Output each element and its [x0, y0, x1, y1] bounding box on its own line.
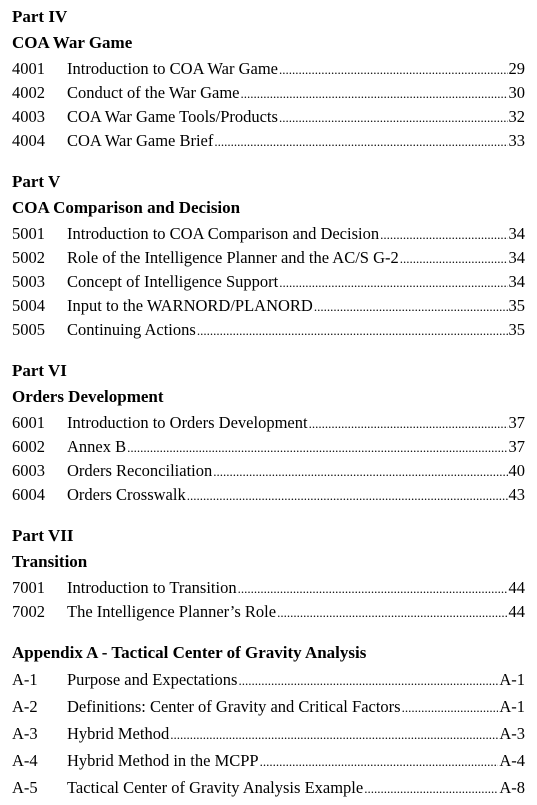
entry-page: 35 — [508, 296, 525, 315]
entry-page: 44 — [508, 602, 525, 621]
entry-number: 4004 — [12, 131, 45, 150]
toc-entry[interactable] — [12, 437, 525, 457]
entry-number: 6001 — [12, 413, 45, 432]
entry-title: Orders Crosswalk — [67, 485, 186, 504]
entry-number: A-4 — [12, 751, 38, 770]
toc-entry[interactable] — [12, 751, 525, 771]
entry-number: 5003 — [12, 272, 45, 291]
dot-leader — [277, 602, 507, 623]
entry-page: 37 — [508, 413, 525, 432]
entry-page: 33 — [508, 131, 525, 150]
toc-entry[interactable] — [12, 724, 525, 744]
part-title: COA War Game — [12, 33, 133, 52]
entry-title: Conduct of the War Game — [67, 83, 240, 102]
dot-leader — [279, 107, 508, 128]
dot-leader — [213, 461, 507, 482]
entry-title: Concept of Intelligence Support — [67, 272, 279, 291]
entry-title: COA War Game Tools/Products — [67, 107, 278, 126]
entry-title: Hybrid Method in the MCPP — [67, 751, 259, 770]
dot-leader — [364, 778, 498, 799]
entry-number: 4002 — [12, 83, 45, 102]
toc-entry[interactable] — [12, 272, 525, 292]
dot-leader — [314, 296, 508, 317]
entry-page: A-1 — [499, 670, 525, 689]
part-heading: Part VII — [12, 526, 74, 545]
toc-entry[interactable] — [12, 131, 525, 151]
dot-leader — [127, 437, 507, 458]
entry-page: 34 — [508, 224, 525, 243]
dot-leader — [214, 131, 507, 152]
entry-title: Introduction to COA Comparison and Decision — [67, 224, 380, 243]
entry-number: A-1 — [12, 670, 38, 689]
entry-title: Definitions: Center of Gravity and Critical Factors — [67, 697, 401, 716]
entry-page: 32 — [508, 107, 525, 126]
entry-page: 35 — [508, 320, 525, 339]
entry-page: 34 — [508, 248, 525, 267]
toc-entry[interactable] — [12, 224, 525, 244]
toc-entry[interactable] — [12, 578, 525, 598]
entry-title: Hybrid Method — [67, 724, 170, 743]
part-heading: Part V — [12, 172, 61, 191]
entry-title: COA War Game Brief — [67, 131, 214, 150]
entry-title: Input to the WARNORD/PLANORD — [67, 296, 313, 315]
entry-title: Annex B — [67, 437, 127, 456]
entry-title: Introduction to Transition — [67, 578, 237, 597]
entry-number: A-3 — [12, 724, 38, 743]
entry-number: 6002 — [12, 437, 45, 456]
dot-leader — [402, 697, 499, 718]
toc-entry[interactable] — [12, 778, 525, 798]
entry-page: 43 — [508, 485, 525, 504]
part-heading: Part IV — [12, 7, 68, 26]
entry-number: 6004 — [12, 485, 45, 504]
part-title: Transition — [12, 552, 88, 571]
entry-page: 34 — [508, 272, 525, 291]
entry-page: 44 — [508, 578, 525, 597]
toc-entry[interactable] — [12, 83, 525, 103]
entry-page: A-3 — [499, 724, 525, 743]
toc-entry[interactable] — [12, 602, 525, 622]
dot-leader — [238, 578, 508, 599]
entry-page: 40 — [508, 461, 525, 480]
entry-title: Introduction to Orders Development — [67, 413, 308, 432]
entry-page: A-1 — [499, 697, 525, 716]
toc-entry[interactable] — [12, 107, 525, 127]
toc-entry[interactable] — [12, 59, 525, 79]
entry-title: Tactical Center of Gravity Analysis Example — [67, 778, 364, 797]
toc-entry[interactable] — [12, 670, 525, 690]
entry-number: 5002 — [12, 248, 45, 267]
toc-entry[interactable] — [12, 697, 525, 717]
part-heading: Part VI — [12, 361, 67, 380]
dot-leader — [279, 272, 507, 293]
entry-title: The Intelligence Planner’s Role — [67, 602, 277, 621]
entry-page: 30 — [508, 83, 525, 102]
dot-leader — [241, 83, 508, 104]
entry-number: 7001 — [12, 578, 45, 597]
entry-page: 29 — [508, 59, 525, 78]
dot-leader — [197, 320, 508, 341]
entry-number: A-2 — [12, 697, 38, 716]
dot-leader — [309, 413, 508, 434]
dot-leader — [260, 751, 499, 772]
entry-title: Continuing Actions — [67, 320, 196, 339]
entry-title: Orders Reconciliation — [67, 461, 213, 480]
entry-number: A-5 — [12, 778, 38, 797]
toc-entry[interactable] — [12, 485, 525, 505]
entry-number: 4003 — [12, 107, 45, 126]
dot-leader — [380, 224, 507, 245]
toc-entry[interactable] — [12, 296, 525, 316]
entry-title: Role of the Intelligence Planner and the AC/S G-2 — [67, 248, 399, 267]
toc-entry[interactable] — [12, 413, 525, 433]
appendix-title: Appendix A - Tactical Center of Gravity Analysis — [12, 643, 367, 662]
dot-leader — [187, 485, 508, 506]
part-title: Orders Development — [12, 387, 164, 406]
toc-entry[interactable] — [12, 248, 525, 268]
entry-page: A-8 — [499, 778, 525, 797]
entry-number: 7002 — [12, 602, 45, 621]
entry-number: 5001 — [12, 224, 45, 243]
entry-page: 37 — [508, 437, 525, 456]
toc-entry[interactable] — [12, 461, 525, 481]
dot-leader — [238, 670, 498, 691]
entry-title: Introduction to COA War Game — [67, 59, 278, 78]
toc-entry[interactable] — [12, 320, 525, 340]
entry-number: 5004 — [12, 296, 45, 315]
part-title: COA Comparison and Decision — [12, 198, 241, 217]
entry-number: 6003 — [12, 461, 45, 480]
dot-leader — [400, 248, 508, 269]
entry-number: 5005 — [12, 320, 45, 339]
dot-leader — [170, 724, 498, 745]
dot-leader — [279, 59, 508, 80]
entry-title: Purpose and Expectations — [67, 670, 238, 689]
entry-page: A-4 — [499, 751, 525, 770]
entry-number: 4001 — [12, 59, 45, 78]
